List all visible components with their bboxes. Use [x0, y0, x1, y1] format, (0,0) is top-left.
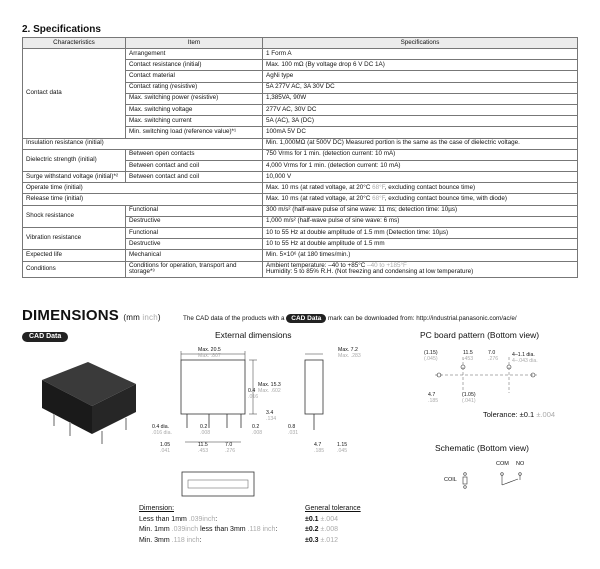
dielectric-label: Dielectric strength (initial)	[23, 149, 126, 171]
row-item: Between contact and coil	[126, 160, 263, 171]
legend-head-tolerance: General tolerance	[305, 505, 361, 512]
contact-data-label: Contact data	[23, 49, 126, 139]
dim-7-0: 7.0 .276	[225, 442, 236, 454]
table-header-row	[23, 38, 578, 49]
pcb-pattern-drawing	[425, 345, 575, 405]
table-row	[23, 250, 578, 261]
header-characteristics: Characteristics	[23, 38, 126, 49]
row-spec: 750 Vrms for 1 min. (detection current: 10 mA)	[263, 149, 578, 160]
pcb-dim-7-0: 7.0 .276	[488, 350, 499, 362]
table-row	[23, 183, 578, 194]
cad-data-inline-badge: CAD Data	[286, 314, 326, 323]
dim-depth: Max. 7.2 Max. .283	[338, 347, 361, 359]
tolerance-legend	[139, 504, 361, 546]
legend-head-dimension: Dimension:	[139, 505, 175, 512]
row-spec: 277V AC, 30V DC	[263, 104, 578, 115]
row-spec: Ambient temperature: –40 to +85°C –40 to +185°F Humidity: 5 to 85% R.H. (Not freezing and condensing at low temperature)	[263, 261, 578, 278]
table-row	[23, 205, 578, 216]
row-spec: 5A (AC), 3A (DC)	[263, 116, 578, 127]
external-dimensions-title: External dimensions	[215, 330, 292, 340]
row-item: Functional	[126, 228, 263, 239]
section-title: 2. Specifications	[22, 24, 101, 35]
header-item: Item	[126, 38, 263, 49]
row-spec: 1 Form A	[263, 49, 578, 60]
dim-side-0-8: 0.8 .031	[288, 424, 299, 436]
dimensions-title: DIMENSIONS (mm inch)	[22, 307, 161, 324]
cad-data-badge[interactable]: CAD Data	[22, 332, 68, 342]
dim-height: Max. 15.3 Max. .602	[258, 382, 281, 394]
table-row	[23, 138, 578, 149]
legend-row: Min. 3mm .118 inch: ±0.3 ±.012	[139, 536, 338, 544]
header-specifications: Specifications	[263, 38, 578, 49]
vibration-label: Vibration resistance	[23, 228, 126, 250]
dim-0-2-a: 0.2 .008	[200, 424, 211, 436]
pcb-dim-11-5: 11.5 .453	[463, 350, 474, 362]
dim-pin-height: 3.4 .134	[266, 410, 277, 422]
pcb-dim-4-7: 4.7 .185	[428, 392, 439, 404]
pcb-dim-1-15: (1.15) (.045)	[424, 350, 438, 362]
row-spec: Max. 10 ms (at rated voltage, at 20°C 68°F, excluding contact bounce time, with diode)	[263, 194, 578, 205]
dim-pin-length: 0.4 .016	[248, 388, 259, 400]
row-spec: 300 m/s² (half-wave pulse of sine wave: 11 ms; detection time: 10µs)	[263, 205, 578, 216]
insulation-label: Insulation resistance (initial)	[23, 138, 263, 149]
pcb-pattern-title: PC board pattern (Bottom view)	[420, 330, 540, 340]
schematic-coil-label: COIL	[444, 477, 457, 483]
table-row	[23, 172, 578, 183]
row-item: Min. switching load (reference value)*¹	[126, 127, 263, 138]
row-item: Destructive	[126, 239, 263, 250]
release-label: Release time (initial)	[23, 194, 263, 205]
relay-photo	[40, 358, 140, 448]
row-item: Functional	[126, 205, 263, 216]
row-item: Max. switching voltage	[126, 104, 263, 115]
row-spec: 100mA 5V DC	[263, 127, 578, 138]
dim-side-1-15: 1.15 .045	[337, 442, 348, 454]
row-item: Between contact and coil	[126, 172, 263, 183]
row-spec: 1,385VA, 90W	[263, 93, 578, 104]
row-item: Conditions for operation, transport and storage*³	[126, 261, 263, 278]
row-item: Arrangement	[126, 49, 263, 60]
pcb-dim-1-05: (1.05) (.041)	[462, 392, 476, 404]
row-spec: AgNi type	[263, 71, 578, 82]
legend-row: Min. 1mm .039inch less than 3mm .118 inch: ±0.2 ±.008	[139, 526, 338, 533]
dim-0-2-b: 0.2 .008	[252, 424, 263, 436]
row-spec: 5A 277V AC, 3A 30V DC	[263, 82, 578, 93]
conditions-label: Conditions	[23, 261, 126, 278]
legend-row: Less than 1mm .039inch: ±0.1 ±.004	[139, 515, 338, 523]
row-item: Contact material	[126, 71, 263, 82]
tolerance-note: Tolerance: ±0.1 ±.004	[483, 410, 556, 419]
dim-side-4-7: 4.7 .185	[314, 442, 325, 454]
row-spec: 4,000 Vrms for 1 min. (detection current: 10 mA)	[263, 160, 578, 171]
specifications-table	[22, 37, 578, 278]
external-side-view	[295, 350, 355, 450]
row-item: Contact rating (resistive)	[126, 82, 263, 93]
row-item: Contact resistance (initial)	[126, 60, 263, 71]
row-item: Between open contacts	[126, 149, 263, 160]
table-row	[23, 261, 578, 278]
row-spec: Min. 1,000MΩ (at 500V DC) Measured portion is the same as the case of dielectric voltage.	[263, 138, 578, 149]
shock-label: Shock resistance	[23, 205, 126, 227]
row-item: Max. switching power (resistive)	[126, 93, 263, 104]
row-item: Destructive	[126, 216, 263, 227]
schematic-no-label: NO	[516, 461, 525, 467]
schematic-title: Schematic (Bottom view)	[435, 443, 529, 453]
row-item: Max. switching current	[126, 116, 263, 127]
external-front-view	[175, 347, 295, 450]
dim-width: Max. 20.5 Max. .807	[198, 347, 221, 359]
row-spec: 10,000 V	[263, 172, 578, 183]
table-row	[23, 149, 578, 160]
row-spec: 10 to 55 Hz at double amplitude of 1.5 mm	[263, 239, 578, 250]
row-spec: Max. 100 mΩ (By voltage drop 6 V DC 1A)	[263, 60, 578, 71]
row-spec: 10 to 55 Hz at double amplitude of 1.5 mm (Detection time: 10µs)	[263, 228, 578, 239]
pcb-dim-hole: 4–1.1 dia. 4–.043 dia.	[512, 352, 538, 364]
dim-pin-dia: 0.4 dia. .016 dia.	[152, 424, 172, 436]
cad-download-note: The CAD data of the products with a CAD Data mark can be downloaded from: http://industrial.panasonic.com/ac/e/	[183, 315, 517, 322]
life-label: Expected life	[23, 250, 126, 261]
surge-label: Surge withstand voltage (initial)*²	[23, 172, 126, 183]
schematic-com-label: COM	[496, 461, 509, 467]
row-item: Mechanical	[126, 250, 263, 261]
table-row	[23, 49, 578, 60]
dim-11-5: 11.5 .453	[198, 442, 209, 454]
row-spec: 1,000 m/s² (half-wave pulse of sine wave: 6 ms)	[263, 216, 578, 227]
dim-1-05: 1.05 .041	[160, 442, 171, 454]
table-row	[23, 228, 578, 239]
schematic-drawing	[460, 468, 530, 492]
row-spec: Max. 10 ms (at rated voltage, at 20°C 68°F, excluding contact bounce time)	[263, 183, 578, 194]
row-spec: Min. 5×10⁶ (at 180 times/min.)	[263, 250, 578, 261]
external-bottom-view	[180, 470, 260, 500]
table-row	[23, 194, 578, 205]
operate-label: Operate time (initial)	[23, 183, 263, 194]
